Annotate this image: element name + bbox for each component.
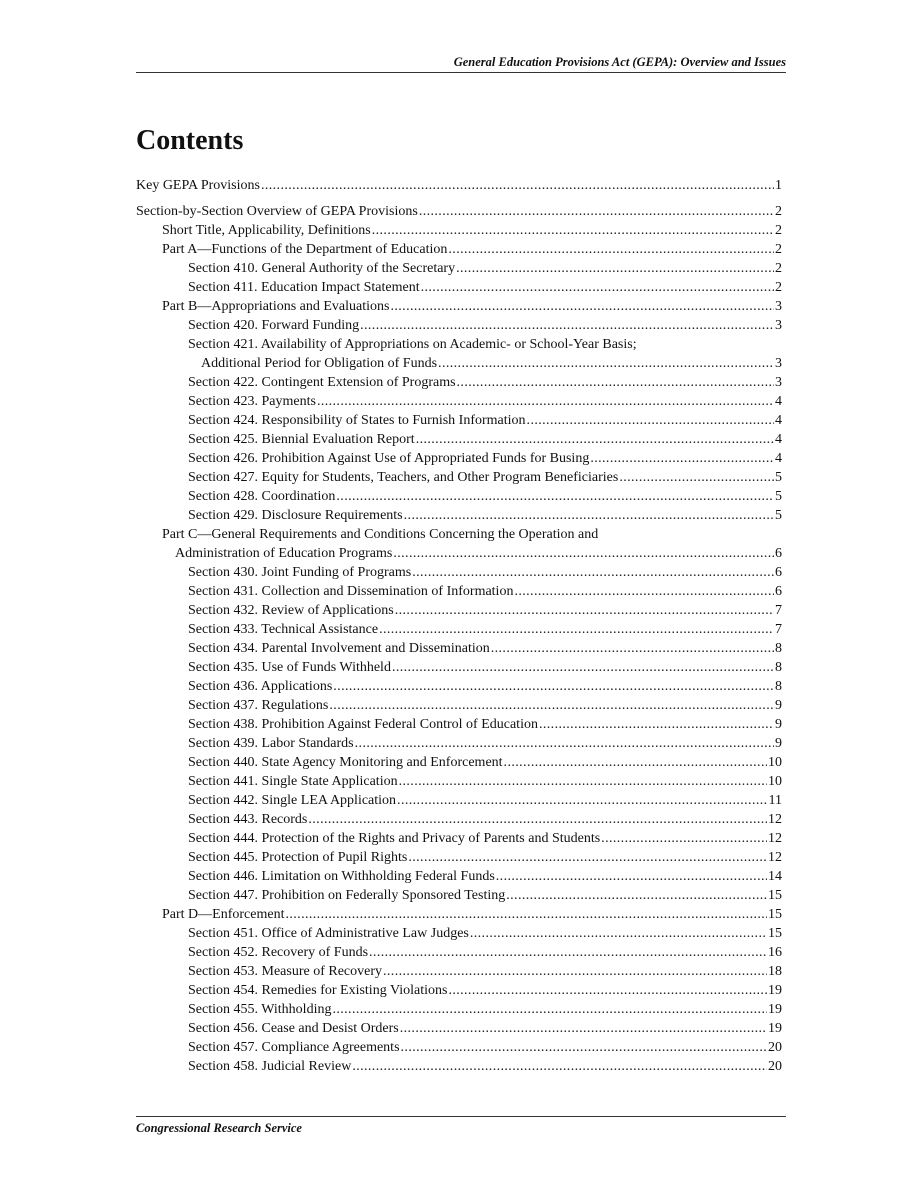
dot-leader: [329, 696, 774, 715]
toc-entry-first-line[interactable]: Part C—General Requirements and Conditions Concerning the Operation and: [162, 527, 599, 542]
toc-entry-title: Additional Period for Obligation of Funds: [201, 356, 438, 371]
toc-entry-title: Section 430. Joint Funding of Programs: [188, 565, 412, 580]
toc-entry[interactable]: [136, 848, 782, 867]
toc-entry-title: Key GEPA Provisions: [136, 178, 260, 193]
dot-leader: [421, 278, 774, 297]
toc-entry-title: Section 436. Applications: [188, 679, 333, 694]
toc-entry[interactable]: [136, 791, 782, 810]
toc-entry[interactable]: [136, 278, 782, 297]
toc-entry-title: Section 440. State Agency Monitoring and Enforcement: [188, 755, 503, 770]
toc-entry[interactable]: [136, 924, 782, 943]
toc-page-number: 8: [775, 641, 782, 656]
toc-entry[interactable]: [136, 658, 782, 677]
dot-leader: [619, 468, 774, 487]
dot-leader: [397, 791, 767, 810]
toc-page-number: 9: [775, 717, 782, 732]
toc-entry-title: Section 452. Recovery of Funds: [188, 945, 369, 960]
toc-page-number: 9: [775, 736, 782, 751]
toc-page-number: 2: [775, 223, 782, 238]
toc-entry[interactable]: [136, 601, 782, 620]
toc-page-number: 12: [768, 812, 782, 827]
toc-page-number: 5: [775, 489, 782, 504]
toc-entry-title: Section 420. Forward Funding: [188, 318, 360, 333]
toc-page-number: 3: [775, 356, 782, 371]
toc-page-number: 8: [775, 679, 782, 694]
toc-page-number: 15: [768, 907, 782, 922]
dot-leader: [352, 1057, 767, 1076]
toc-entry[interactable]: [136, 176, 782, 195]
toc-entry[interactable]: [136, 981, 782, 1000]
toc-page-number: 6: [775, 565, 782, 580]
toc-page-number: 4: [775, 451, 782, 466]
toc-page-number: 2: [775, 280, 782, 295]
toc-entry-title: Section 451. Office of Administrative Law Judges: [188, 926, 469, 941]
toc-entry[interactable]: [136, 430, 782, 449]
toc-entry[interactable]: [136, 563, 782, 582]
toc-entry[interactable]: [136, 943, 782, 962]
dot-leader: [369, 943, 767, 962]
toc-entry[interactable]: [136, 810, 782, 829]
toc-entry[interactable]: [136, 506, 782, 525]
toc-entry-title: Section 438. Prohibition Against Federal Control of Education: [188, 717, 538, 732]
toc-entry-title: Part B—Appropriations and Evaluations: [162, 299, 390, 314]
toc-page-number: 3: [775, 299, 782, 314]
toc-entry[interactable]: [136, 354, 782, 373]
toc-entry-title: Section 443. Records: [188, 812, 308, 827]
toc-entry-title: Section 426. Prohibition Against Use of Appropriated Funds for Busing: [188, 451, 590, 466]
dot-leader: [527, 411, 774, 430]
toc-entry-title: Section 437. Regulations: [188, 698, 329, 713]
toc-entry[interactable]: [136, 373, 782, 392]
toc-entry-title: Section 439. Labor Standards: [188, 736, 354, 751]
toc-page-number: 19: [768, 983, 782, 998]
dot-leader: [399, 772, 767, 791]
toc-entry[interactable]: [136, 696, 782, 715]
toc-entry-title: Section 458. Judicial Review: [188, 1059, 352, 1074]
toc-page-number: 4: [775, 413, 782, 428]
dot-leader: [379, 620, 774, 639]
dot-leader: [317, 392, 774, 411]
toc-entry-first-line[interactable]: Section 421. Availability of Appropriations on Academic- or School-Year Basis;: [188, 337, 637, 352]
toc-page-number: 12: [768, 850, 782, 865]
header-rule: [136, 72, 786, 73]
toc-entry-title: Section 410. General Authority of the Secretary: [188, 261, 456, 276]
dot-leader: [408, 848, 767, 867]
dot-leader: [393, 544, 774, 563]
toc-page-number: 10: [768, 774, 782, 789]
toc-entry-title: Section 435. Use of Funds Withheld: [188, 660, 391, 675]
toc-page-number: 15: [768, 926, 782, 941]
dot-leader: [539, 715, 774, 734]
toc-entry-title: Section 432. Review of Applications: [188, 603, 394, 618]
toc-page-number: 3: [775, 375, 782, 390]
dot-leader: [404, 506, 774, 525]
toc-page-number: 10: [768, 755, 782, 770]
toc-page-number: 7: [775, 603, 782, 618]
toc-entry[interactable]: [136, 468, 782, 487]
toc-page-number: 6: [775, 584, 782, 599]
dot-leader: [514, 582, 774, 601]
toc-entry-title: Part D—Enforcement: [162, 907, 285, 922]
dot-leader: [419, 202, 774, 221]
dot-leader: [285, 905, 767, 924]
toc-entry[interactable]: [136, 240, 782, 259]
toc-entry[interactable]: [136, 316, 782, 335]
toc-entry-title: Section 442. Single LEA Application: [188, 793, 397, 808]
toc-entry[interactable]: [136, 829, 782, 848]
dot-leader: [383, 962, 767, 981]
toc-entry-title: Section 423. Payments: [188, 394, 316, 409]
dot-leader: [470, 924, 767, 943]
toc-entry[interactable]: [136, 1019, 782, 1038]
toc-entry-title: Section 456. Cease and Desist Orders: [188, 1021, 399, 1036]
dot-leader: [336, 487, 774, 506]
table-of-contents: [136, 176, 782, 1076]
toc-page-number: 9: [775, 698, 782, 713]
toc-entry[interactable]: [136, 449, 782, 468]
toc-page-number: 5: [775, 470, 782, 485]
toc-entry-title: Short Title, Applicability, Definitions: [162, 223, 371, 238]
dot-leader: [401, 1038, 767, 1057]
toc-page-number: 15: [768, 888, 782, 903]
dot-leader: [308, 810, 767, 829]
dot-leader: [261, 176, 774, 195]
toc-entry-title: Section 454. Remedies for Existing Violations: [188, 983, 448, 998]
toc-entry-title: Section 431. Collection and Dissemination of Information: [188, 584, 514, 599]
toc-entry[interactable]: [136, 582, 782, 601]
dot-leader: [496, 867, 767, 886]
toc-entry[interactable]: [136, 620, 782, 639]
toc-page-number: 20: [768, 1059, 782, 1074]
toc-page-number: 2: [775, 204, 782, 219]
toc-page-number: 5: [775, 508, 782, 523]
toc-entry-title: Section 433. Technical Assistance: [188, 622, 379, 637]
toc-page-number: 3: [775, 318, 782, 333]
dot-leader: [590, 449, 774, 468]
dot-leader: [332, 1000, 767, 1019]
dot-leader: [355, 734, 774, 753]
running-footer: Congressional Research Service: [136, 1121, 302, 1135]
toc-entry-title: Section 434. Parental Involvement and Dissemination: [188, 641, 490, 656]
toc-entry[interactable]: [136, 411, 782, 430]
dot-leader: [491, 639, 774, 658]
dot-leader: [360, 316, 774, 335]
toc-entry-title: Section 427. Equity for Students, Teachers, and Other Program Beneficiaries: [188, 470, 619, 485]
dot-leader: [390, 297, 774, 316]
dot-leader: [457, 373, 774, 392]
toc-page-number: 11: [768, 793, 782, 808]
toc-entry-title: Administration of Education Programs: [175, 546, 393, 561]
dot-leader: [392, 658, 774, 677]
toc-entry[interactable]: [136, 772, 782, 791]
toc-page-number: 16: [768, 945, 782, 960]
toc-entry-title: Section 411. Education Impact Statement: [188, 280, 420, 295]
dot-leader: [601, 829, 767, 848]
toc-entry-title: Section 446. Limitation on Withholding Federal Funds: [188, 869, 495, 884]
toc-entry-title: Section 424. Responsibility of States to Furnish Information: [188, 413, 526, 428]
toc-page-number: 12: [768, 831, 782, 846]
dot-leader: [504, 753, 767, 772]
footer-rule: [136, 1116, 786, 1117]
toc-entry-title: Section 422. Contingent Extension of Programs: [188, 375, 456, 390]
toc-entry[interactable]: [136, 677, 782, 696]
toc-page-number: 2: [775, 261, 782, 276]
toc-entry[interactable]: [136, 202, 782, 221]
toc-page-number: 7: [775, 622, 782, 637]
toc-entry-title: Section 453. Measure of Recovery: [188, 964, 382, 979]
toc-entry-title: Section 428. Coordination: [188, 489, 336, 504]
running-header: General Education Provisions Act (GEPA): Overview and Issues: [453, 55, 786, 69]
dot-leader: [412, 563, 774, 582]
dot-leader: [372, 221, 774, 240]
toc-entry[interactable]: [136, 1038, 782, 1057]
toc-entry[interactable]: [136, 734, 782, 753]
toc-page-number: 1: [775, 178, 782, 193]
toc-page-number: 20: [768, 1040, 782, 1055]
toc-entry-title: Section 429. Disclosure Requirements: [188, 508, 403, 523]
dot-leader: [416, 430, 774, 449]
toc-entry[interactable]: [136, 544, 782, 563]
toc-entry[interactable]: [136, 297, 782, 316]
toc-entry-title: Section 445. Protection of Pupil Rights: [188, 850, 408, 865]
toc-entry-title: Section 441. Single State Application: [188, 774, 398, 789]
toc-entry[interactable]: [136, 905, 782, 924]
dot-leader: [506, 886, 767, 905]
toc-entry[interactable]: [136, 639, 782, 658]
toc-entry-title: Section-by-Section Overview of GEPA Provisions: [136, 204, 418, 219]
dot-leader: [448, 981, 767, 1000]
toc-entry[interactable]: [136, 753, 782, 772]
toc-entry-title: Section 425. Biennial Evaluation Report: [188, 432, 415, 447]
toc-entry-title: Section 444. Protection of the Rights and Privacy of Parents and Students: [188, 831, 601, 846]
toc-entry-title: Section 457. Compliance Agreements: [188, 1040, 400, 1055]
toc-page-number: 2: [775, 242, 782, 257]
toc-entry[interactable]: [136, 886, 782, 905]
page-title: Contents: [136, 125, 244, 156]
toc-entry[interactable]: [136, 1057, 782, 1076]
toc-entry[interactable]: [136, 867, 782, 886]
toc-entry[interactable]: [136, 715, 782, 734]
toc-page-number: 4: [775, 432, 782, 447]
toc-entry-title: Part A—Functions of the Department of Education: [162, 242, 448, 257]
dot-leader: [438, 354, 774, 373]
toc-page-number: 6: [775, 546, 782, 561]
toc-page-number: 14: [768, 869, 782, 884]
toc-entry-title: Section 447. Prohibition on Federally Sponsored Testing: [188, 888, 506, 903]
dot-leader: [395, 601, 774, 620]
dot-leader: [333, 677, 774, 696]
dot-leader: [456, 259, 774, 278]
toc-entry-title: Section 455. Withholding: [188, 1002, 332, 1017]
toc-entry[interactable]: [136, 962, 782, 981]
toc-page-number: 18: [768, 964, 782, 979]
toc-page-number: 4: [775, 394, 782, 409]
toc-entry[interactable]: [136, 221, 782, 240]
dot-leader: [448, 240, 774, 259]
toc-entry[interactable]: [136, 259, 782, 278]
toc-entry[interactable]: [136, 392, 782, 411]
toc-page-number: 8: [775, 660, 782, 675]
toc-page-number: 19: [768, 1021, 782, 1036]
toc-entry[interactable]: [136, 487, 782, 506]
dot-leader: [400, 1019, 767, 1038]
toc-entry[interactable]: [136, 1000, 782, 1019]
toc-page-number: 19: [768, 1002, 782, 1017]
